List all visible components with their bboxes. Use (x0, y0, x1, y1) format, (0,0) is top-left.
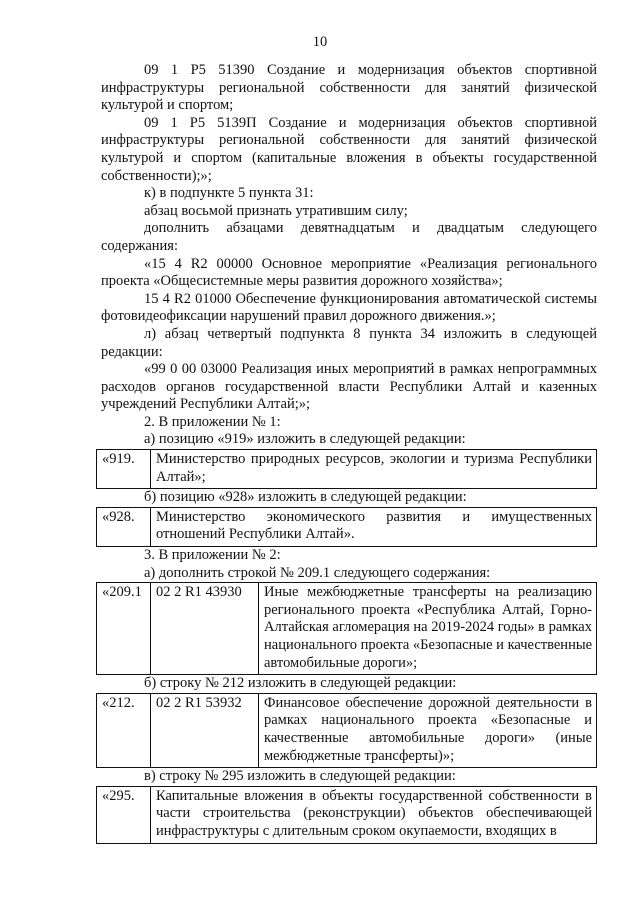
paragraph: а) позицию «919» изложить в следующей редакции: (144, 431, 466, 448)
paragraph: 15 4 R2 01000 Обеспечение функционирования автоматической системы фотовидеофиксации нарушений правил дорожного движения.»; (101, 290, 597, 325)
document-body (101, 62, 597, 844)
paragraph: б) позицию «928» изложить в следующей редакции: (144, 489, 467, 506)
table-row (97, 450, 597, 489)
paragraph: 09 1 Р5 51390 Создание и модернизация объектов спортивной инфраструктуры региональной собственности для занятий физической культурой и спортом; (101, 62, 597, 114)
row-text: Министерство природных ресурсов, экологии и туризма Республики Алтай»; (151, 450, 597, 489)
paragraph: дополнить абзацами девятнадцатым и двадцатым следующего содержания: (101, 220, 597, 254)
paragraph: 09 1 Р5 5139П Создание и модернизация объектов спортивной инфраструктуры региональной собственности для занятий физической культурой и спортом (капитальные вложения в объекты государственной собственности);»; (101, 114, 597, 184)
paragraph: «15 4 R2 00000 Основное мероприятие «Реализация регионального проекта «Общесистемные меры развития дорожного хозяйства»; (101, 255, 597, 290)
paragraph: б) строку № 212 изложить в следующей редакции: (144, 675, 457, 692)
table-row (97, 507, 597, 546)
paragraph: «99 0 00 03000 Реализация иных мероприятий в рамках непрограммных расходов органов государственной власти Республики Алтай и казенных учреждений Республики Алтай;»; (101, 361, 597, 413)
paragraph: л) абзац четвертый подпункта 8 пункта 34 изложить в следующей редакции: (101, 325, 597, 360)
paragraph: 3. В приложении № 2: (144, 547, 281, 564)
row-code: 02 2 R1 53932 (151, 693, 259, 767)
table-928 (96, 507, 597, 547)
row-code: 02 2 R1 43930 (151, 583, 259, 675)
table-212 (96, 693, 597, 768)
row-number: «209.1 (97, 583, 151, 675)
paragraph: абзац восьмой признать утратившим силу; (144, 202, 408, 219)
table-919 (96, 449, 597, 489)
paragraph: 2. В приложении № 1: (144, 413, 281, 430)
row-text: Капитальные вложения в объекты государственной собственности в части строительства (реконструкции) объектов обеспечивающей инфраструктуры с длительным сроком окупаемости, входящих в (151, 786, 597, 843)
table-209-1 (96, 582, 597, 675)
table-295 (96, 786, 597, 844)
row-number: «928. (97, 507, 151, 546)
row-text: Иные межбюджетные трансферты на реализацию регионального проекта «Республика Алтай, Горно-Алтайская агломерация на 2019-2024 годы» в рамках национального проекта «Безопасные и качественные автомобильные дороги»; (259, 583, 597, 675)
row-number: «919. (97, 450, 151, 489)
row-text: Финансовое обеспечение дорожной деятельности в рамках национального проекта «Безопасные и качественные автомобильные дороги» (иные межбюджетные трансферты)»; (259, 693, 597, 767)
paragraph: к) в подпункте 5 пункта 31: (144, 185, 314, 202)
row-text: Министерство экономического развития и имущественных отношений Республики Алтай». (151, 507, 597, 546)
table-row (97, 583, 597, 675)
paragraph: а) дополнить строкой № 209.1 следующего содержания: (144, 564, 491, 581)
paragraph: в) строку № 295 изложить в следующей редакции: (144, 768, 456, 785)
row-number: «212. (97, 693, 151, 767)
table-row (97, 786, 597, 843)
table-row (97, 693, 597, 767)
page-number: 10 (312, 34, 328, 50)
row-number: «295. (97, 786, 151, 843)
